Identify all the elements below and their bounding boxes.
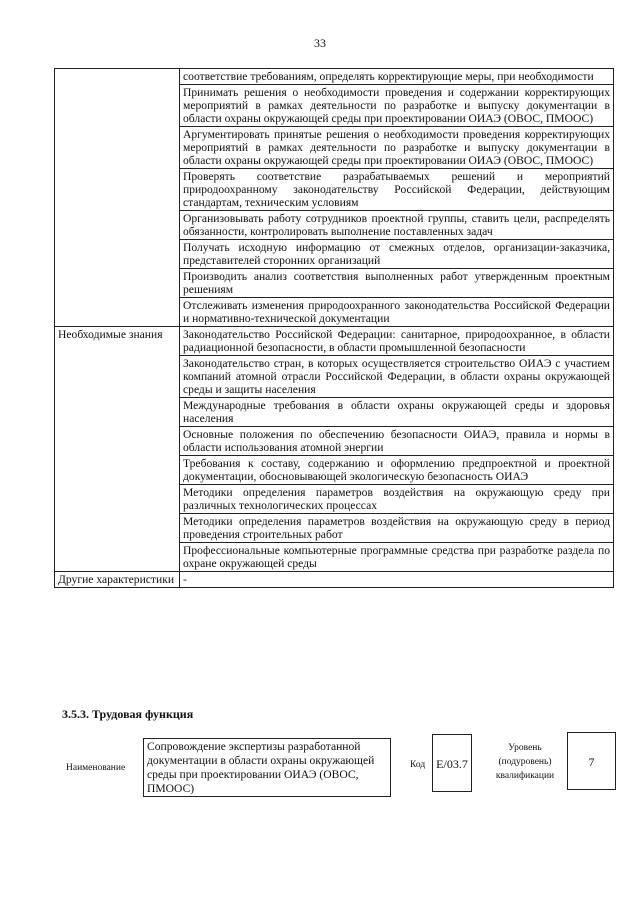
- skill-item: соответствие требованиям, определять корректирующие меры, при необходимости: [180, 69, 614, 85]
- page-number: 33: [314, 36, 326, 50]
- code-box: E/03.7: [432, 734, 472, 792]
- other-characteristics-value: -: [180, 572, 614, 588]
- category-cell-continuation: [55, 69, 180, 327]
- other-characteristics-label: Другие характеристики: [55, 572, 180, 588]
- knowledge-item: Требования к составу, содержанию и оформлению предпроектной и проектной документации, обосновывающей экологическую безопасность ОИАЭ: [180, 456, 614, 485]
- knowledge-item: Международные требования в области охраны окружающей среды и здоровья населения: [180, 398, 614, 427]
- requirements-table: [54, 68, 614, 588]
- knowledge-item: Методики определения параметров воздействия на окружающую среду в период проведения строительных работ: [180, 514, 614, 543]
- knowledge-item: Профессиональные компьютерные программные средства при разработке раздела по охране окружающей среды: [180, 543, 614, 572]
- knowledge-item: Законодательство стран, в которых осуществляется строительство ОИАЭ с участием компаний атомной отрасли Российской Федерации, в области охраны окружающей среды и защиты населения: [180, 356, 614, 398]
- knowledge-item: Законодательство Российской Федерации: санитарное, природоохранное, в области радиационной безопасности, в области промышленной безопасности: [180, 327, 614, 356]
- labor-function-row: [0, 730, 640, 810]
- table-row: [55, 572, 614, 588]
- skill-item: Получать исходную информацию от смежных отделов, организации-заказчика, представителей сторонних организаций: [180, 240, 614, 269]
- skill-item: Принимать решения о необходимости проведения и содержании корректирующих мероприятий в рамках деятельности по разработке и выпуску документации в области охраны окружающей среды при проектировании ОИАЭ (ОВОС, ПМООС): [180, 85, 614, 127]
- skill-item: Проверять соответствие разрабатываемых решений и мероприятий природоохранному законодательству Российской Федерации, действующим стандартам, техническим условиям: [180, 169, 614, 211]
- table-row: [55, 327, 614, 356]
- level-box: 7: [567, 732, 616, 790]
- knowledge-item: Основные положения по обеспечению безопасности ОИАЭ, правила и нормы в области использования атомной энергии: [180, 427, 614, 456]
- knowledge-item: Методики определения параметров воздействия на окружающую среду при различных технологических процессах: [180, 485, 614, 514]
- level-label: Уровень (подуровень) квалификации: [495, 743, 555, 781]
- skill-item: Аргументировать принятые решения о необходимости проведения корректирующих мероприятий в рамках деятельности по разработке и выпуску документации в области охраны окружающей среды при проектировании ОИАЭ (ОВОС, ПМООС): [180, 127, 614, 169]
- skill-item: Организовывать работу сотрудников проектной группы, ставить цели, распределять обязанности, контролировать выполнение поставленных задач: [180, 211, 614, 240]
- section-heading: 3.5.3. Трудовая функция: [62, 707, 194, 721]
- skill-item: Отслеживать изменения природоохранного законодательства Российской Федерации и нормативно-технической документации: [180, 298, 614, 327]
- name-label: Наименование: [66, 763, 126, 773]
- skill-item: Производить анализ соответствия выполненных работ утвержденным проектным решениям: [180, 269, 614, 298]
- function-name-box: Сопровождение экспертизы разработанной документации в области охраны окружающей среды при проектировании ОИАЭ (ОВОС, ПМООС): [143, 738, 391, 797]
- table-row: [55, 69, 614, 85]
- knowledge-label: Необходимые знания: [55, 327, 180, 572]
- code-label: Код: [410, 760, 426, 770]
